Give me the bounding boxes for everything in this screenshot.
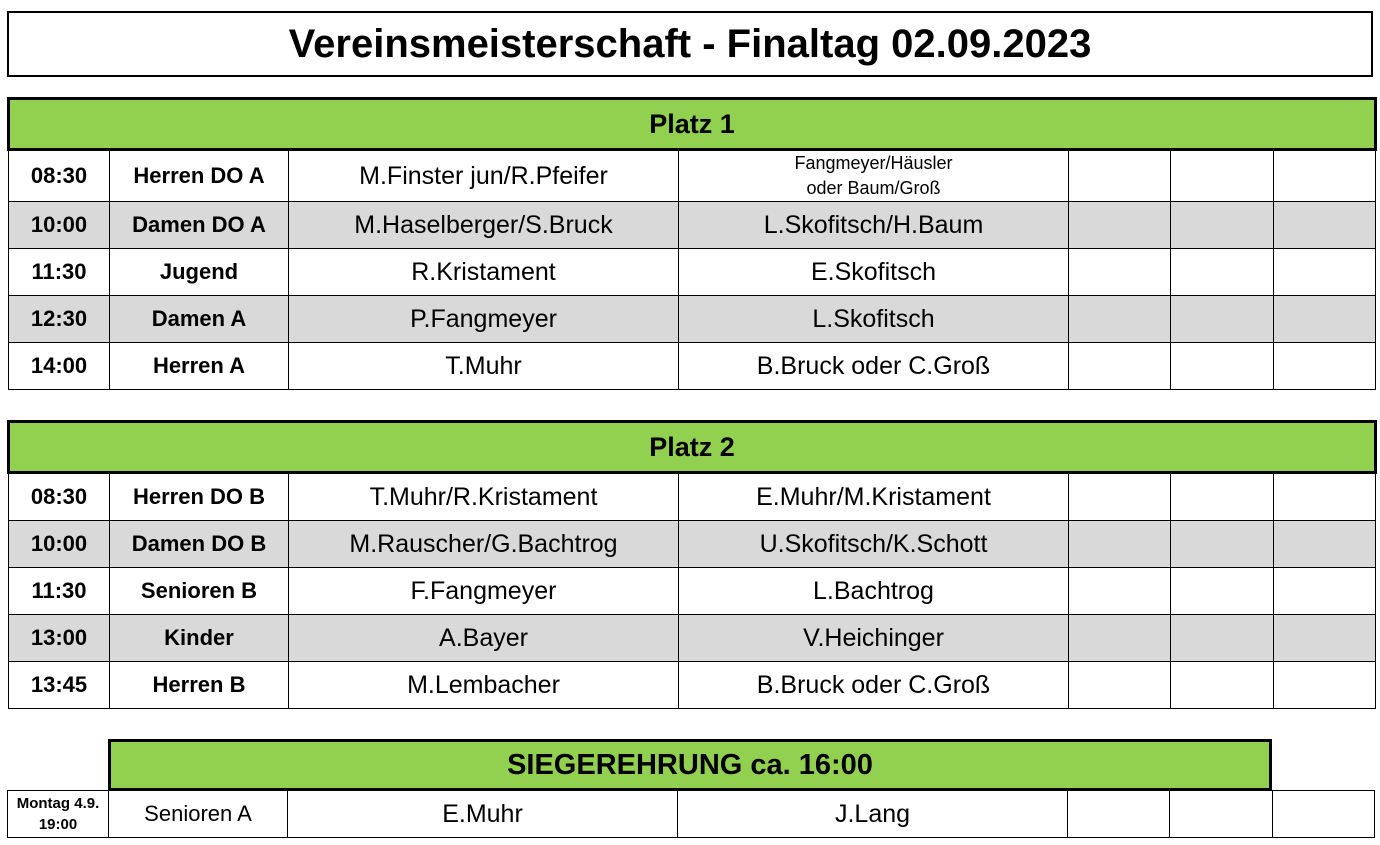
match-time: 11:30: [9, 568, 110, 615]
player1-cell: E.Muhr: [288, 791, 678, 838]
match-category: Herren DO A: [110, 150, 289, 202]
player1-cell: F.Fangmeyer: [289, 568, 679, 615]
match-category: Senioren B: [110, 568, 289, 615]
player1-cell: R.Kristament: [289, 249, 679, 296]
score-cell: [1068, 791, 1170, 838]
score-cell: [1171, 615, 1274, 662]
match-time: 08:30: [9, 150, 110, 202]
score-cell: [1171, 249, 1274, 296]
court2-heading: Platz 2: [9, 422, 1376, 473]
player2-cell: B.Bruck oder C.Groß: [679, 343, 1069, 390]
score-cell: [1171, 473, 1274, 521]
player2-cell: E.Muhr/M.Kristament: [679, 473, 1069, 521]
score-cell: [1069, 568, 1171, 615]
player2-cell: E.Skofitsch: [679, 249, 1069, 296]
score-cell: [1274, 662, 1376, 709]
match-category: Jugend: [110, 249, 289, 296]
player2-cell: U.Skofitsch/K.Schott: [679, 521, 1069, 568]
match-row: [9, 473, 1376, 521]
match-row: [9, 202, 1376, 249]
match-row: [9, 521, 1376, 568]
player1-cell: M.Lembacher: [289, 662, 679, 709]
extra-match-table: [7, 790, 1375, 838]
score-cell: [1274, 615, 1376, 662]
match-category: Herren B: [110, 662, 289, 709]
score-cell: [1171, 202, 1274, 249]
score-cell: [1171, 296, 1274, 343]
player1-cell: T.Muhr/R.Kristament: [289, 473, 679, 521]
player2-cell: B.Bruck oder C.Groß: [679, 662, 1069, 709]
score-cell: [1171, 521, 1274, 568]
score-cell: [1274, 473, 1376, 521]
match-date-time: 19:00: [38, 816, 78, 833]
match-row: [8, 791, 1375, 838]
court1-heading: Platz 1: [9, 99, 1376, 150]
player1-cell: M.Haselberger/S.Bruck: [289, 202, 679, 249]
score-cell: [1069, 343, 1171, 390]
match-time: 12:30: [9, 296, 110, 343]
score-cell: [1069, 296, 1171, 343]
match-category: Herren A: [110, 343, 289, 390]
court2-table: [7, 420, 1377, 709]
score-cell: [1069, 202, 1171, 249]
score-cell: [1171, 343, 1274, 390]
score-cell: [1069, 662, 1171, 709]
court1-table: [7, 97, 1377, 390]
page-title: Vereinsmeisterschaft - Finaltag 02.09.2023: [7, 11, 1373, 77]
match-row: [9, 249, 1376, 296]
match-time: 13:45: [9, 662, 110, 709]
match-category: Herren DO B: [110, 473, 289, 521]
match-time: 10:00: [9, 521, 110, 568]
score-cell: [1273, 791, 1375, 838]
score-cell: [1274, 343, 1376, 390]
player1-cell: M.Rauscher/G.Bachtrog: [289, 521, 679, 568]
score-cell: [1274, 202, 1376, 249]
match-date-day: Montag 4.9.: [16, 795, 100, 812]
score-cell: [1069, 473, 1171, 521]
score-cell: [1274, 521, 1376, 568]
player2-line2: oder Baum/Groß: [806, 178, 941, 198]
match-category: Kinder: [110, 615, 289, 662]
match-category: Damen DO A: [110, 202, 289, 249]
score-cell: [1069, 150, 1171, 202]
match-category: Senioren A: [109, 791, 288, 838]
player1-cell: T.Muhr: [289, 343, 679, 390]
score-cell: [1274, 296, 1376, 343]
match-date: [8, 791, 109, 838]
match-time: 14:00: [9, 343, 110, 390]
match-row: [9, 150, 1376, 202]
player1-cell: M.Finster jun/R.Pfeifer: [289, 150, 679, 202]
player2-cell: L.Bachtrog: [679, 568, 1069, 615]
player2-cell: V.Heichinger: [679, 615, 1069, 662]
match-category: Damen A: [110, 296, 289, 343]
score-cell: [1069, 615, 1171, 662]
match-row: [9, 662, 1376, 709]
match-row: [9, 615, 1376, 662]
score-cell: [1171, 662, 1274, 709]
match-time: 11:30: [9, 249, 110, 296]
score-cell: [1069, 521, 1171, 568]
player2-cell: L.Skofitsch: [679, 296, 1069, 343]
score-cell: [1274, 568, 1376, 615]
score-cell: [1274, 150, 1376, 202]
match-time: 10:00: [9, 202, 110, 249]
match-row: [9, 568, 1376, 615]
score-cell: [1170, 791, 1273, 838]
match-row: [9, 296, 1376, 343]
score-cell: [1171, 568, 1274, 615]
match-time: 13:00: [9, 615, 110, 662]
player2-cell: [679, 150, 1069, 202]
match-category: Damen DO B: [110, 521, 289, 568]
player2-line1: Fangmeyer/Häusler: [794, 153, 953, 173]
player1-cell: A.Bayer: [289, 615, 679, 662]
ceremony-banner: SIEGEREHRUNG ca. 16:00: [108, 739, 1272, 791]
match-time: 08:30: [9, 473, 110, 521]
score-cell: [1171, 150, 1274, 202]
player2-cell: L.Skofitsch/H.Baum: [679, 202, 1069, 249]
score-cell: [1274, 249, 1376, 296]
match-row: [9, 343, 1376, 390]
score-cell: [1069, 249, 1171, 296]
player2-cell: J.Lang: [678, 791, 1068, 838]
player1-cell: P.Fangmeyer: [289, 296, 679, 343]
